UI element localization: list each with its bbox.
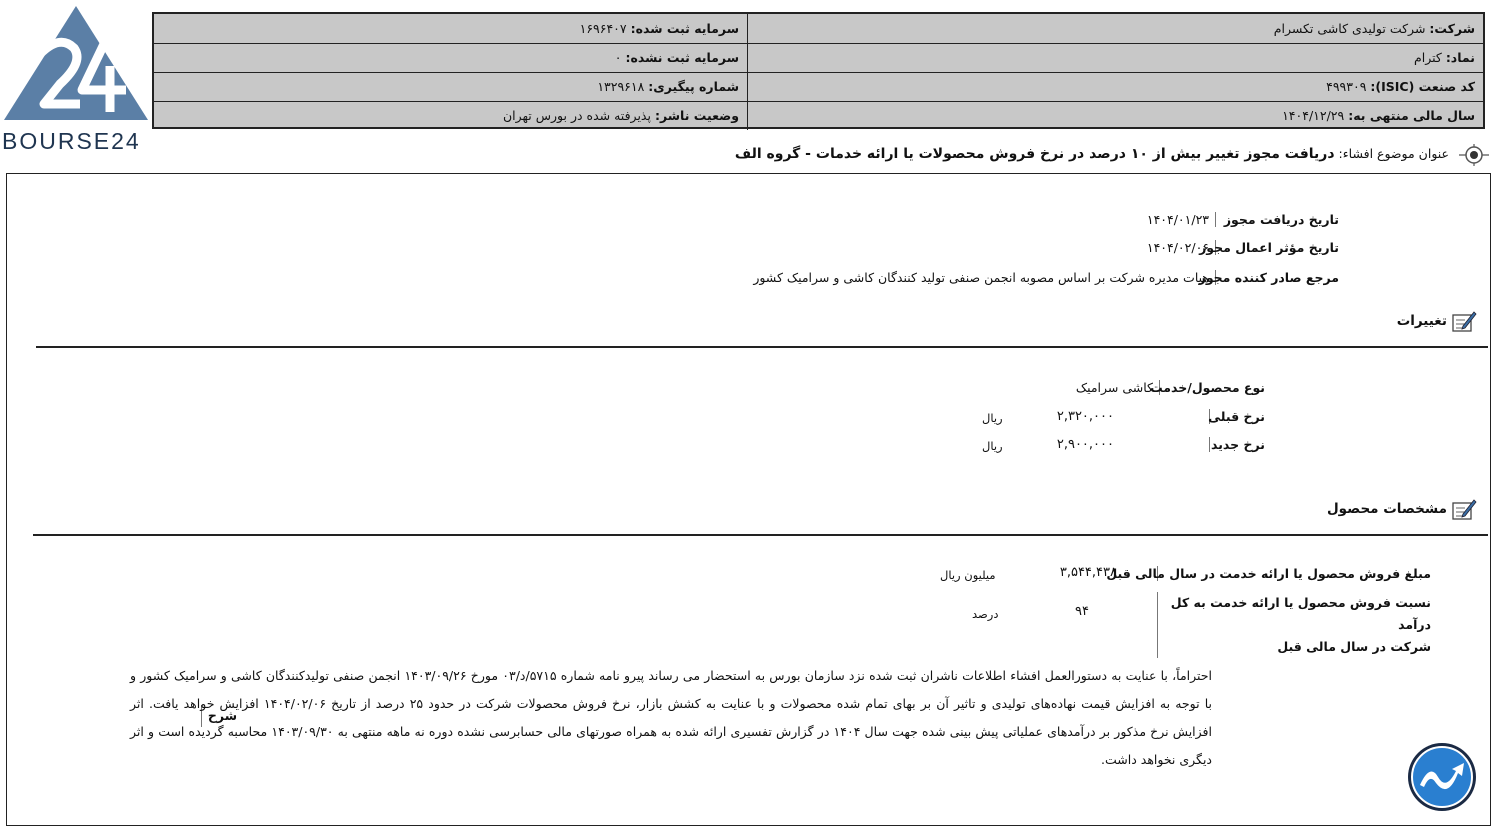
changes-divider <box>36 346 1488 348</box>
product-type-label: نوع محصول/خدمت <box>1150 380 1265 395</box>
company-cell <box>744 14 1483 43</box>
bourse24-logo <box>0 4 152 154</box>
trend-badge-icon <box>1406 741 1478 817</box>
product-specs-divider <box>33 534 1488 536</box>
product-specs-title-text: مشخصات محصول <box>1326 501 1447 517</box>
isic-label: کد صنعت (ISIC): <box>1370 79 1475 94</box>
permit-effective-date-label: تاریخ مؤثر اعمال مجوز <box>1199 240 1339 255</box>
unregistered-capital-value: ۰ <box>614 50 622 65</box>
permit-issuer-label: مرجع صادر کننده مجوز <box>1198 270 1339 285</box>
permit-issuer-row <box>753 270 1339 285</box>
isic-cell <box>744 72 1483 101</box>
sales-share-value: ۹۴ <box>1075 604 1089 619</box>
tracking-number-value: ۱۳۲۹۶۱۸ <box>597 79 645 94</box>
unregistered-capital-cell <box>154 43 748 72</box>
registered-capital-cell <box>154 14 748 43</box>
fiscal-year-label: سال مالی منتهی به: <box>1348 108 1475 123</box>
new-rate-unit: ریال <box>982 439 1003 453</box>
old-rate-label: نرخ قبلی <box>1208 409 1265 424</box>
sales-amount-unit: میلیون ریال <box>940 568 996 582</box>
new-rate-value: ۲,۹۰۰,۰۰۰ <box>1056 437 1114 452</box>
sales-amount-row <box>1106 566 1431 581</box>
permit-receive-date-row <box>1099 212 1339 227</box>
subject-label: عنوان موضوع افشاء: <box>1338 146 1450 161</box>
registered-capital-label: سرمایه ثبت شده: <box>630 21 739 36</box>
old-rate-row <box>1209 409 1265 424</box>
target-icon <box>1459 144 1489 166</box>
info-row-symbol <box>154 43 1483 73</box>
isic-value: ۴۹۹۳۰۹ <box>1326 79 1367 94</box>
info-row-company <box>154 14 1483 44</box>
symbol-cell <box>744 43 1483 72</box>
permit-issuer-value: هیات مدیره شرکت بر اساس مصوبه انجمن صنفی تولید کنندگان کاشی و سرامیک کشور <box>753 270 1209 285</box>
new-rate-label: نرخ جدید <box>1209 437 1265 452</box>
symbol-value: کترام <box>1413 50 1442 65</box>
logo-text: BOURSE24 <box>2 128 141 154</box>
fiscal-year-value: ۱۴۰۴/۱۲/۲۹ <box>1282 108 1345 123</box>
tracking-number-cell <box>154 72 748 101</box>
sales-amount-value: ۳,۵۴۴,۴۳۸ <box>1059 565 1117 580</box>
tracking-number-label: شماره پیگیری: <box>648 79 739 94</box>
sales-share-label-line2: شرکت در سال مالی قبل <box>1277 639 1431 654</box>
permit-receive-date-label: تاریخ دریافت مجوز <box>1215 212 1339 227</box>
edit-note-icon <box>1451 309 1477 333</box>
edit-note-icon <box>1451 497 1477 521</box>
old-rate-value: ۲,۳۲۰,۰۰۰ <box>1056 409 1114 424</box>
product-type-row <box>1076 380 1265 395</box>
publisher-status-label: وضعیت ناشر: <box>654 108 739 123</box>
description-label: شرح <box>201 705 237 727</box>
fiscal-year-cell <box>744 101 1483 130</box>
new-rate-row <box>1209 437 1265 452</box>
registered-capital-value: ۱۶۹۶۴۰۷ <box>579 21 627 36</box>
info-row-fiscal-year <box>154 101 1483 130</box>
old-rate-unit: ریال <box>982 411 1003 425</box>
trend-chart-icon <box>1406 741 1478 813</box>
product-specs-section-title <box>1327 497 1477 521</box>
symbol-label: نماد: <box>1445 50 1475 65</box>
logo-triangle-icon <box>0 4 152 128</box>
product-type-value: کاشی سرامیک <box>1075 380 1153 395</box>
sales-share-label-line1: نسبت فروش محصول یا ارائه خدمت به کل درآمد <box>1170 595 1431 632</box>
sales-amount-label: مبلغ فروش محصول یا ارائه خدمت در سال مالی قبل <box>1106 566 1431 581</box>
permit-receive-date-value: ۱۴۰۴/۰۱/۲۳ <box>1146 212 1209 227</box>
info-row-isic <box>154 72 1483 102</box>
sales-share-unit: درصد <box>972 607 999 621</box>
company-info-table <box>152 12 1485 129</box>
unregistered-capital-label: سرمایه ثبت نشده: <box>625 50 739 65</box>
company-value: شرکت تولیدی کاشی تکسرام <box>1273 21 1426 36</box>
changes-title-text: تغییرات <box>1396 313 1447 329</box>
description-text: احتراماً، با عنایت به دستورالعمل افشاء اطلاعات ناشران ثبت شده نزد سازمان بورس به استحضار می رساند پیرو نامه شماره ۵۷۱۵/د/۰۳ مورخ ۱۴۰۳/۰۹/۲۶ انجمن صنفی تولیدکنندگان کاشی و سرامیک کشور و با توجه به افزایش قیمت نهاده‌های تولیدی و تاثیر آن بر بهای تمام شده محصولات و با عنایت به کشش بازار، نرخ فروش محصولات شرکت در حدود ۲۵ درصد از تاریخ ۱۴۰۴/۰۲/۰۶ افزایش خواهد یافت. اثر افزایش نرخ مذکور بر درآمدهای عملیاتی پیش بینی شده جهت سال ۱۴۰۴ در گزارش تفسیری ارائه شده به همراه صورتهای مالی حسابرسی نشده دوره نه ماهه منتهی به ۱۴۰۳/۰۹/۳۰ محاسبه گردیده است و اثر دیگری نخواهد داشت. <box>130 668 1212 767</box>
permit-effective-date-value: ۱۴۰۴/۰۲/۰۶ <box>1146 240 1209 255</box>
publisher-status-value: پذیرفته شده در بورس تهران <box>503 108 651 123</box>
company-label: شرکت: <box>1429 21 1475 36</box>
subject-title: دریافت مجوز تغییر بیش از ۱۰ درصد در نرخ فروش محصولات یا ارائه خدمات - گروه الف <box>734 146 1335 162</box>
permit-effective-date-row <box>1099 240 1339 255</box>
sales-share-label <box>1157 592 1431 658</box>
publisher-status-cell <box>154 101 748 130</box>
disclosure-subject <box>735 140 1489 168</box>
changes-section-title <box>1397 309 1477 333</box>
